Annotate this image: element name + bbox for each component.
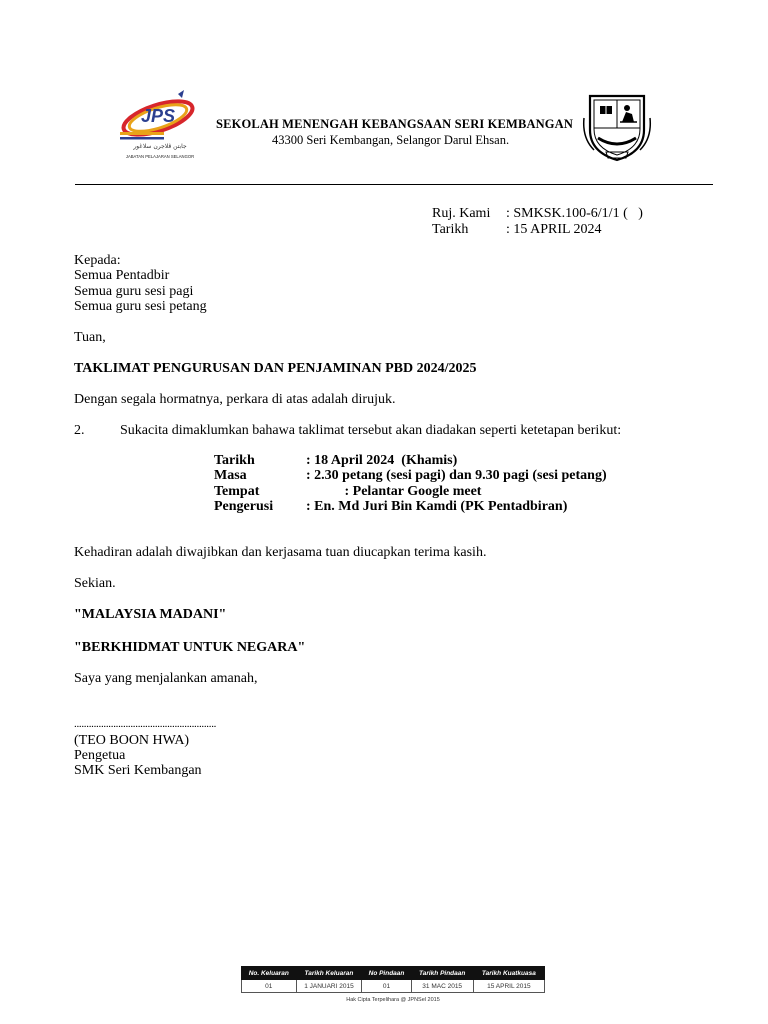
footer-value-row xyxy=(242,980,545,993)
detail-label-time: Masa xyxy=(214,468,247,483)
sekian: Sekian. xyxy=(74,576,116,591)
jps-logo xyxy=(118,88,202,162)
svg-text:JPS: JPS xyxy=(140,106,176,126)
paragraph-1: Dengan segala hormatnya, perkara di atas adalah dirujuk. xyxy=(74,392,396,407)
date-label: Tarikh xyxy=(432,222,469,237)
footer-header-cell: Tarikh Pindaan xyxy=(411,967,473,980)
detail-value-time: : 2.30 petang (sesi pagi) dan 9.30 pagi (sesi petang) xyxy=(306,468,607,483)
footer-value-cell: 1 JANUARI 2015 xyxy=(296,980,362,993)
footer-value-cell: 01 xyxy=(242,980,297,993)
detail-value-chair: : En. Md Juri Bin Kamdi (PK Pentadbiran) xyxy=(306,499,568,514)
footer-header-cell: Tarikh Keluaran xyxy=(296,967,362,980)
footer-header-cell: Tarikh Kuatkuasa xyxy=(473,967,544,980)
paragraph-2: Sukacita dimaklumkan bahawa taklimat tersebut akan diadakan seperti ketetapan berikut: xyxy=(120,423,622,438)
footer-value-cell: 01 xyxy=(362,980,411,993)
footer-header-row xyxy=(242,967,545,980)
footer-value-cell: 31 MAC 2015 xyxy=(411,980,473,993)
ref-label: Ruj. Kami xyxy=(432,206,491,221)
slogan-berkhidmat: "BERKHIDMAT UNTUK NEGARA" xyxy=(74,640,306,655)
header-divider xyxy=(75,184,713,185)
signature-line: .......................................................... xyxy=(74,718,217,730)
slogan-malaysia-madani: "MALAYSIA MADANI" xyxy=(74,607,227,622)
footer-header-cell: No. Keluaran xyxy=(242,967,297,980)
detail-label-chair: Pengerusi xyxy=(214,499,274,514)
date-value: : 15 APRIL 2024 xyxy=(506,222,602,237)
school-crest-icon xyxy=(582,88,652,164)
svg-text:JABATAN PELAJARAN SELANGOR: JABATAN PELAJARAN SELANGOR xyxy=(125,154,195,159)
letter-subject: TAKLIMAT PENGURUSAN DAN PENJAMINAN PBD 2024/2025 xyxy=(74,361,477,376)
recipients-heading: Kepada: xyxy=(74,253,121,268)
signatory-name: (TEO BOON HWA) xyxy=(74,733,190,748)
school-name: SEKOLAH MENENGAH KEBANGSAAN SERI KEMBANGAN xyxy=(216,117,574,131)
detail-label-venue: Tempat xyxy=(214,484,260,499)
salutation: Tuan, xyxy=(74,330,106,345)
footer-copyright: Hak Cipta Terpelihara @ JPNSel 2015 xyxy=(346,997,440,1003)
detail-label-date: Tarikh xyxy=(214,453,255,468)
closing-paragraph: Kehadiran adalah diwajibkan dan kerjasama tuan diucapkan terima kasih. xyxy=(74,545,487,560)
recipient-line: Semua guru sesi petang xyxy=(74,299,207,314)
signatory-school: SMK Seri Kembangan xyxy=(74,763,202,778)
ref-value: : SMKSK.100-6/1/1 ( ) xyxy=(506,206,643,221)
recipient-line: Semua Pentadbir xyxy=(74,268,170,283)
recipient-line: Semua guru sesi pagi xyxy=(74,284,194,299)
signatory-title: Pengetua xyxy=(74,748,126,763)
footer-header-cell: No Pindaan xyxy=(362,967,411,980)
svg-text:جابتن ڤلاجرن سلاڠور: جابتن ڤلاجرن سلاڠور xyxy=(133,143,187,150)
paragraph-number: 2. xyxy=(74,423,85,438)
document-control-table xyxy=(241,966,545,993)
detail-value-venue: : Pelantar Google meet xyxy=(306,484,482,499)
school-address: 43300 Seri Kembangan, Selangor Darul Ehsan. xyxy=(272,133,510,147)
closing-amanah: Saya yang menjalankan amanah, xyxy=(74,671,258,686)
footer-value-cell: 15 APRIL 2015 xyxy=(473,980,544,993)
detail-value-date: : 18 April 2024 (Khamis) xyxy=(306,453,458,468)
